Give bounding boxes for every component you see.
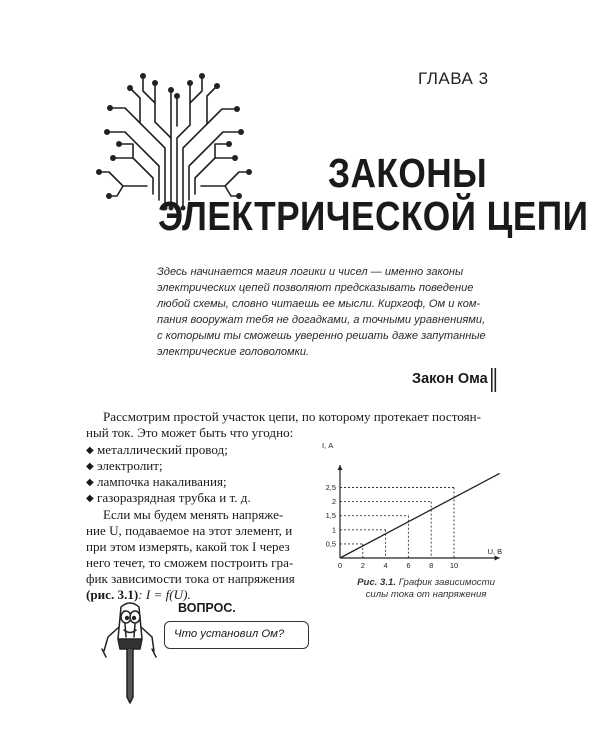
- current-voltage-chart: [318, 440, 508, 570]
- body-text-line: при этом измерять, какой ток I через: [86, 539, 290, 554]
- bullet-diamond-icon: ◆: [86, 477, 94, 488]
- bullet-item: лампочка накаливания;: [97, 474, 227, 489]
- intro-line: Здесь начинается магия логики и чисел — именно законы: [157, 266, 464, 278]
- intro-line: с которыми ты сможешь уверенно решать даже запутанные: [157, 330, 486, 342]
- chart-y-tick-label: 1: [331, 525, 336, 535]
- screwdriver-mascot-icon: [100, 597, 160, 707]
- chart-series: [340, 473, 500, 558]
- body-text-line: фик зависимости тока от напряжения: [86, 571, 295, 586]
- bullet-diamond-icon: ◆: [86, 445, 94, 456]
- chart-y-tick-label: 2,5: [325, 483, 336, 492]
- chart-guides: [340, 488, 454, 559]
- bullet-item: газоразрядная трубка и т. д.: [97, 490, 251, 505]
- chart-y-tick-label: 1,5: [325, 511, 336, 521]
- chapter-title-line-1: ЗАКОНЫ: [328, 150, 488, 196]
- intro-line: электрических цепей позволяют предсказывать поведение: [157, 282, 474, 294]
- intro-line: любой схемы, словно читаешь ее мысли. Кирхгоф, Ом и ком-: [157, 298, 481, 310]
- chart-x-tick-label: 2: [360, 561, 365, 570]
- body-text-line: Рассмотрим простой участок цепи, по которому протекает постоян-: [103, 409, 481, 424]
- body-text-line: Если мы будем менять напряже-: [103, 507, 284, 522]
- formula: : I = f(U).: [138, 587, 191, 602]
- chart-y-arrow-icon: [338, 465, 343, 470]
- intro-line: электрические головоломки.: [157, 346, 310, 358]
- chart-series-line: [340, 473, 500, 558]
- bullet-item: электролит;: [97, 458, 163, 473]
- chart-x-arrow-icon: [495, 556, 500, 561]
- chart-x-tick-label: 0: [337, 561, 343, 570]
- section-marker: [490, 368, 500, 392]
- body-text-line: ный ток. Это может быть что угодно:: [86, 425, 294, 440]
- chart-caption-text: График зависимости силы тока от напряжения: [365, 577, 495, 600]
- body-text-line: ние U, подаваемое на этот элемент, и: [86, 523, 293, 538]
- bullet-diamond-icon: ◆: [86, 461, 94, 472]
- bullet-item: металлический провод;: [97, 442, 228, 457]
- chart-x-tick-label: 10: [449, 561, 459, 570]
- bullet-diamond-icon: ◆: [86, 493, 94, 504]
- question-box: [164, 621, 309, 649]
- section-title: Закон Ома: [412, 371, 488, 387]
- chart-x-axis-label: U, В: [487, 547, 503, 556]
- chart-caption: [346, 577, 506, 601]
- chapter-intro: [157, 264, 512, 360]
- chapter-title-line-2: ЭЛЕКТРИЧЕСКОЙ ЦЕПИ: [158, 193, 589, 239]
- chart-y-tick-label: 0,5: [325, 539, 336, 549]
- chart-x-tick-label: 8: [429, 561, 434, 570]
- question-label: ВОПРОС.: [178, 601, 236, 615]
- chart-y-tick-label: 2: [331, 497, 336, 507]
- chart-y-axis-label: I, А: [322, 441, 334, 450]
- body-text-line: него течет, то сможем построить гра-: [86, 555, 294, 570]
- figure-reference: (рис. 3.1): [86, 587, 139, 602]
- intro-line: пания вооружат тебя не догадками, а точными уравнениями,: [157, 314, 486, 326]
- chart-x-tick-label: 6: [406, 561, 411, 570]
- chart-labels: [322, 441, 502, 570]
- chapter-label: ГЛАВА 3: [418, 69, 489, 88]
- question-text: Что установил Ом?: [174, 628, 285, 640]
- chart-x-tick-label: 4: [383, 561, 388, 570]
- chart-caption-label: Рис. 3.1.: [357, 577, 397, 588]
